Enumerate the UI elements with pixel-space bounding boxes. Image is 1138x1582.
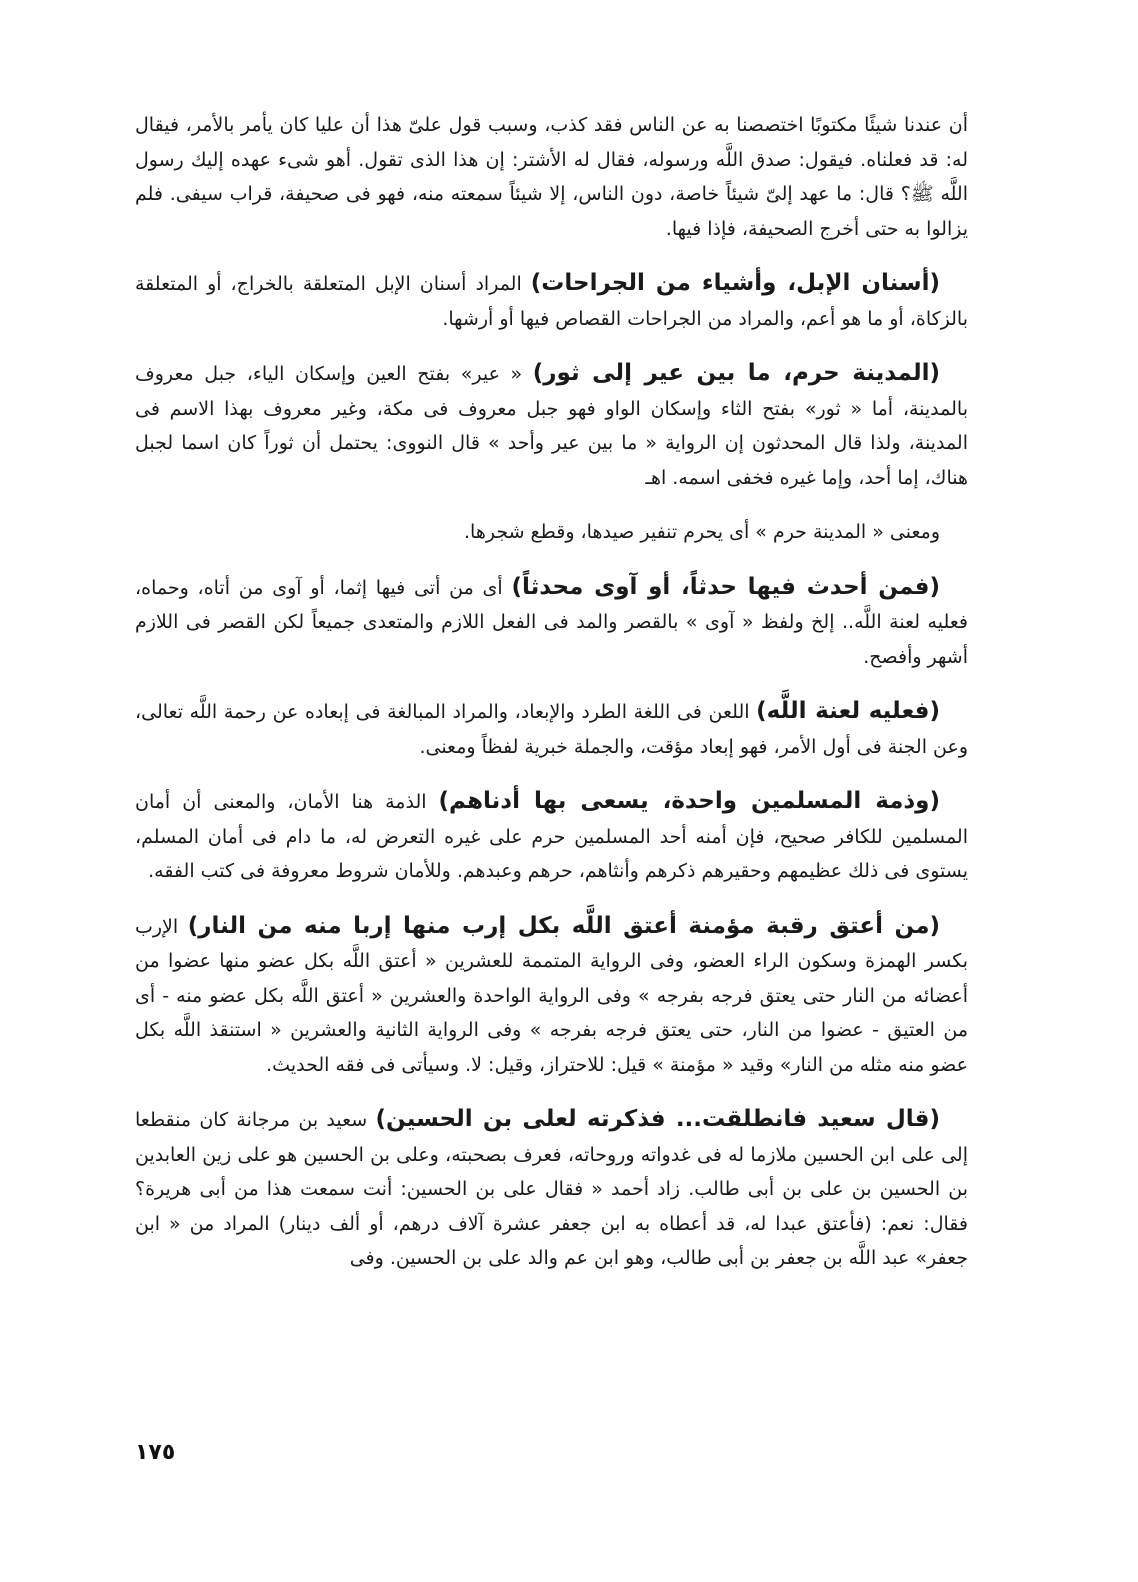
- paragraph-continuation: [135, 108, 968, 246]
- paragraph-protection: [135, 784, 968, 889]
- paragraph-heading: (من أعتق رقبة مؤمنة أعتق اللَّه بكل إرب منها إربا منه من النار): [187, 912, 941, 939]
- paragraph-heading: (المدينة حرم، ما بين عير إلى ثور): [532, 360, 940, 386]
- paragraph-freeing-slave: [135, 909, 968, 1083]
- paragraph-heading: (فعليه لعنة اللَّه): [756, 698, 940, 724]
- paragraph-heading: (فمن أحدث فيها حدثاً، أو آوى محدثاً): [511, 573, 940, 600]
- paragraph-innovation: [135, 570, 968, 675]
- paragraph-text: سعيد بن مرجانة كان منقطعا إلى على ابن الحسين ملازما له فى غدواته وروحاته، فعرف بصحبته، وعلى بن الحسين هو على زين العابدين بن الحسين بن على بن أبى طالب. زاد أحمد « فقال على بن الحسين: أنت سمعت هذا من أبى هريرة؟ فقال: نعم: (فأعتق عبدا له، قد أعطاه به ابن جعفر عشرة آلاف درهم، أو ألف دينار) المراد من « ابن جعفر» عبد اللَّه بن جعفر بن أبى طالب، وهو ابن عم والد على بن الحسين. وفى: [135, 1109, 968, 1269]
- paragraph-text: ومعنى « المدينة حرم » أى يحرم تنفير صيدها، وقطع شجرها.: [463, 521, 940, 543]
- paragraph-madina-haram: [135, 356, 968, 495]
- paragraph-text: الذمة هنا الأمان، والمعنى أن أمان المسلمين للكافر صحيح، فإن أمنه أحد المسلمين حرم على غيره التعرض له، ما دام فى أمان المسلم، يستوى فى ذلك عظيمهم وحقيرهم ذكرهم وأنثاهم، حرهم وعبدهم. وللأمان شروط معروفة فى كتب الفقه.: [135, 791, 968, 882]
- paragraph-text: أن عندنا شيئًا مكتوبًا اختصصنا به عن الناس فقد كذب، وسبب قول علىّ هذا أن عليا كان يأمر بالأمر، فيقال له: قد فعلناه. فيقول: صدق اللَّه ورسوله، فقال له الأشتر: إن هذا الذى تقول. أهو شىء عهده إليك رسول اللَّه ﷺ؟ قال: ما عهد إلىّ شيئاً خاصة، دون الناس، إلا شيئاً سمعته منه، فهو فى صحيفة، قراب سيفى. فلم يزالوا به حتى أخرج الصحيفة، فإذا فيها.: [135, 114, 968, 240]
- paragraph-text: « عير» بفتح العين وإسكان الياء، جبل معروف بالمدينة، أما « ثور» بفتح الثاء وإسكان الواو فهو جبل معروف فى مكة، وغير معروف بهذا الاسم فى المدينة، ولذا قال المحدثون إن الرواية « ما بين عير وأحد » قال النووى: يحتمل أن ثوراً كان اسما لجبل هناك، إما أحد، وإما غيره فخفى اسمه. اهـ: [135, 363, 968, 489]
- paragraph-heading: (وذمة المسلمين واحدة، يسعى بها أدناهم): [438, 788, 940, 814]
- paragraph-text: الإرب بكسر الهمزة وسكون الراء العضو، وفى الرواية المتممة للعشرين « أعتق اللَّه بكل عضو منها عضوا من أعضائه من النار حتى يعتق فرجه بفرجه » وفى الرواية الواحدة والعشرين « أعتق اللَّه بكل عضو منه - أى من العتيق - عضوا من النار، حتى يعتق فرجه بفرجه » وفى الرواية الثانية والعشرين « استنقذ اللَّه بكل عضو منه مثله من النار» وقيد « مؤمنة » قيل: للاحتراز، وقيل: لا. وسيأتى فى فقه الحديث.: [135, 915, 968, 1076]
- paragraph-said: [135, 1102, 968, 1276]
- paragraph-madina-meaning: [135, 515, 968, 550]
- paragraph-curse: [135, 694, 968, 764]
- paragraph-heading: (أسنان الإبل، وأشياء من الجراحات): [530, 270, 940, 296]
- page-number: ١٧٥: [135, 1440, 176, 1465]
- paragraph-text: اللعن فى اللغة الطرد والإبعاد، والمراد المبالغة فى إبعاده عن رحمة اللَّه تعالى، وعن الجنة فى أول الأمر، فهو إبعاد مؤقت، والجملة خبرية لفظاً ومعنى.: [135, 701, 968, 758]
- paragraph-text: أى من أتى فيها إثما، أو آوى من أتاه، وحماه، فعليه لعنة اللَّه.. إلخ ولفظ « آوى » بالقصر والمد فى الفعل اللازم والمتعدى جميعاً لكن القصر فى اللازم أشهر وأفصح.: [135, 576, 968, 668]
- paragraph-camel-ages: [135, 266, 968, 336]
- paragraph-text: المراد أسنان الإبل المتعلقة بالخراج، أو المتعلقة بالزكاة، أو ما هو أعم، والمراد من الجراحات القصاص فيها أو أرشها.: [135, 273, 968, 330]
- paragraph-heading: (قال سعيد فانطلقت... فذكرته لعلى بن الحسين): [375, 1106, 940, 1132]
